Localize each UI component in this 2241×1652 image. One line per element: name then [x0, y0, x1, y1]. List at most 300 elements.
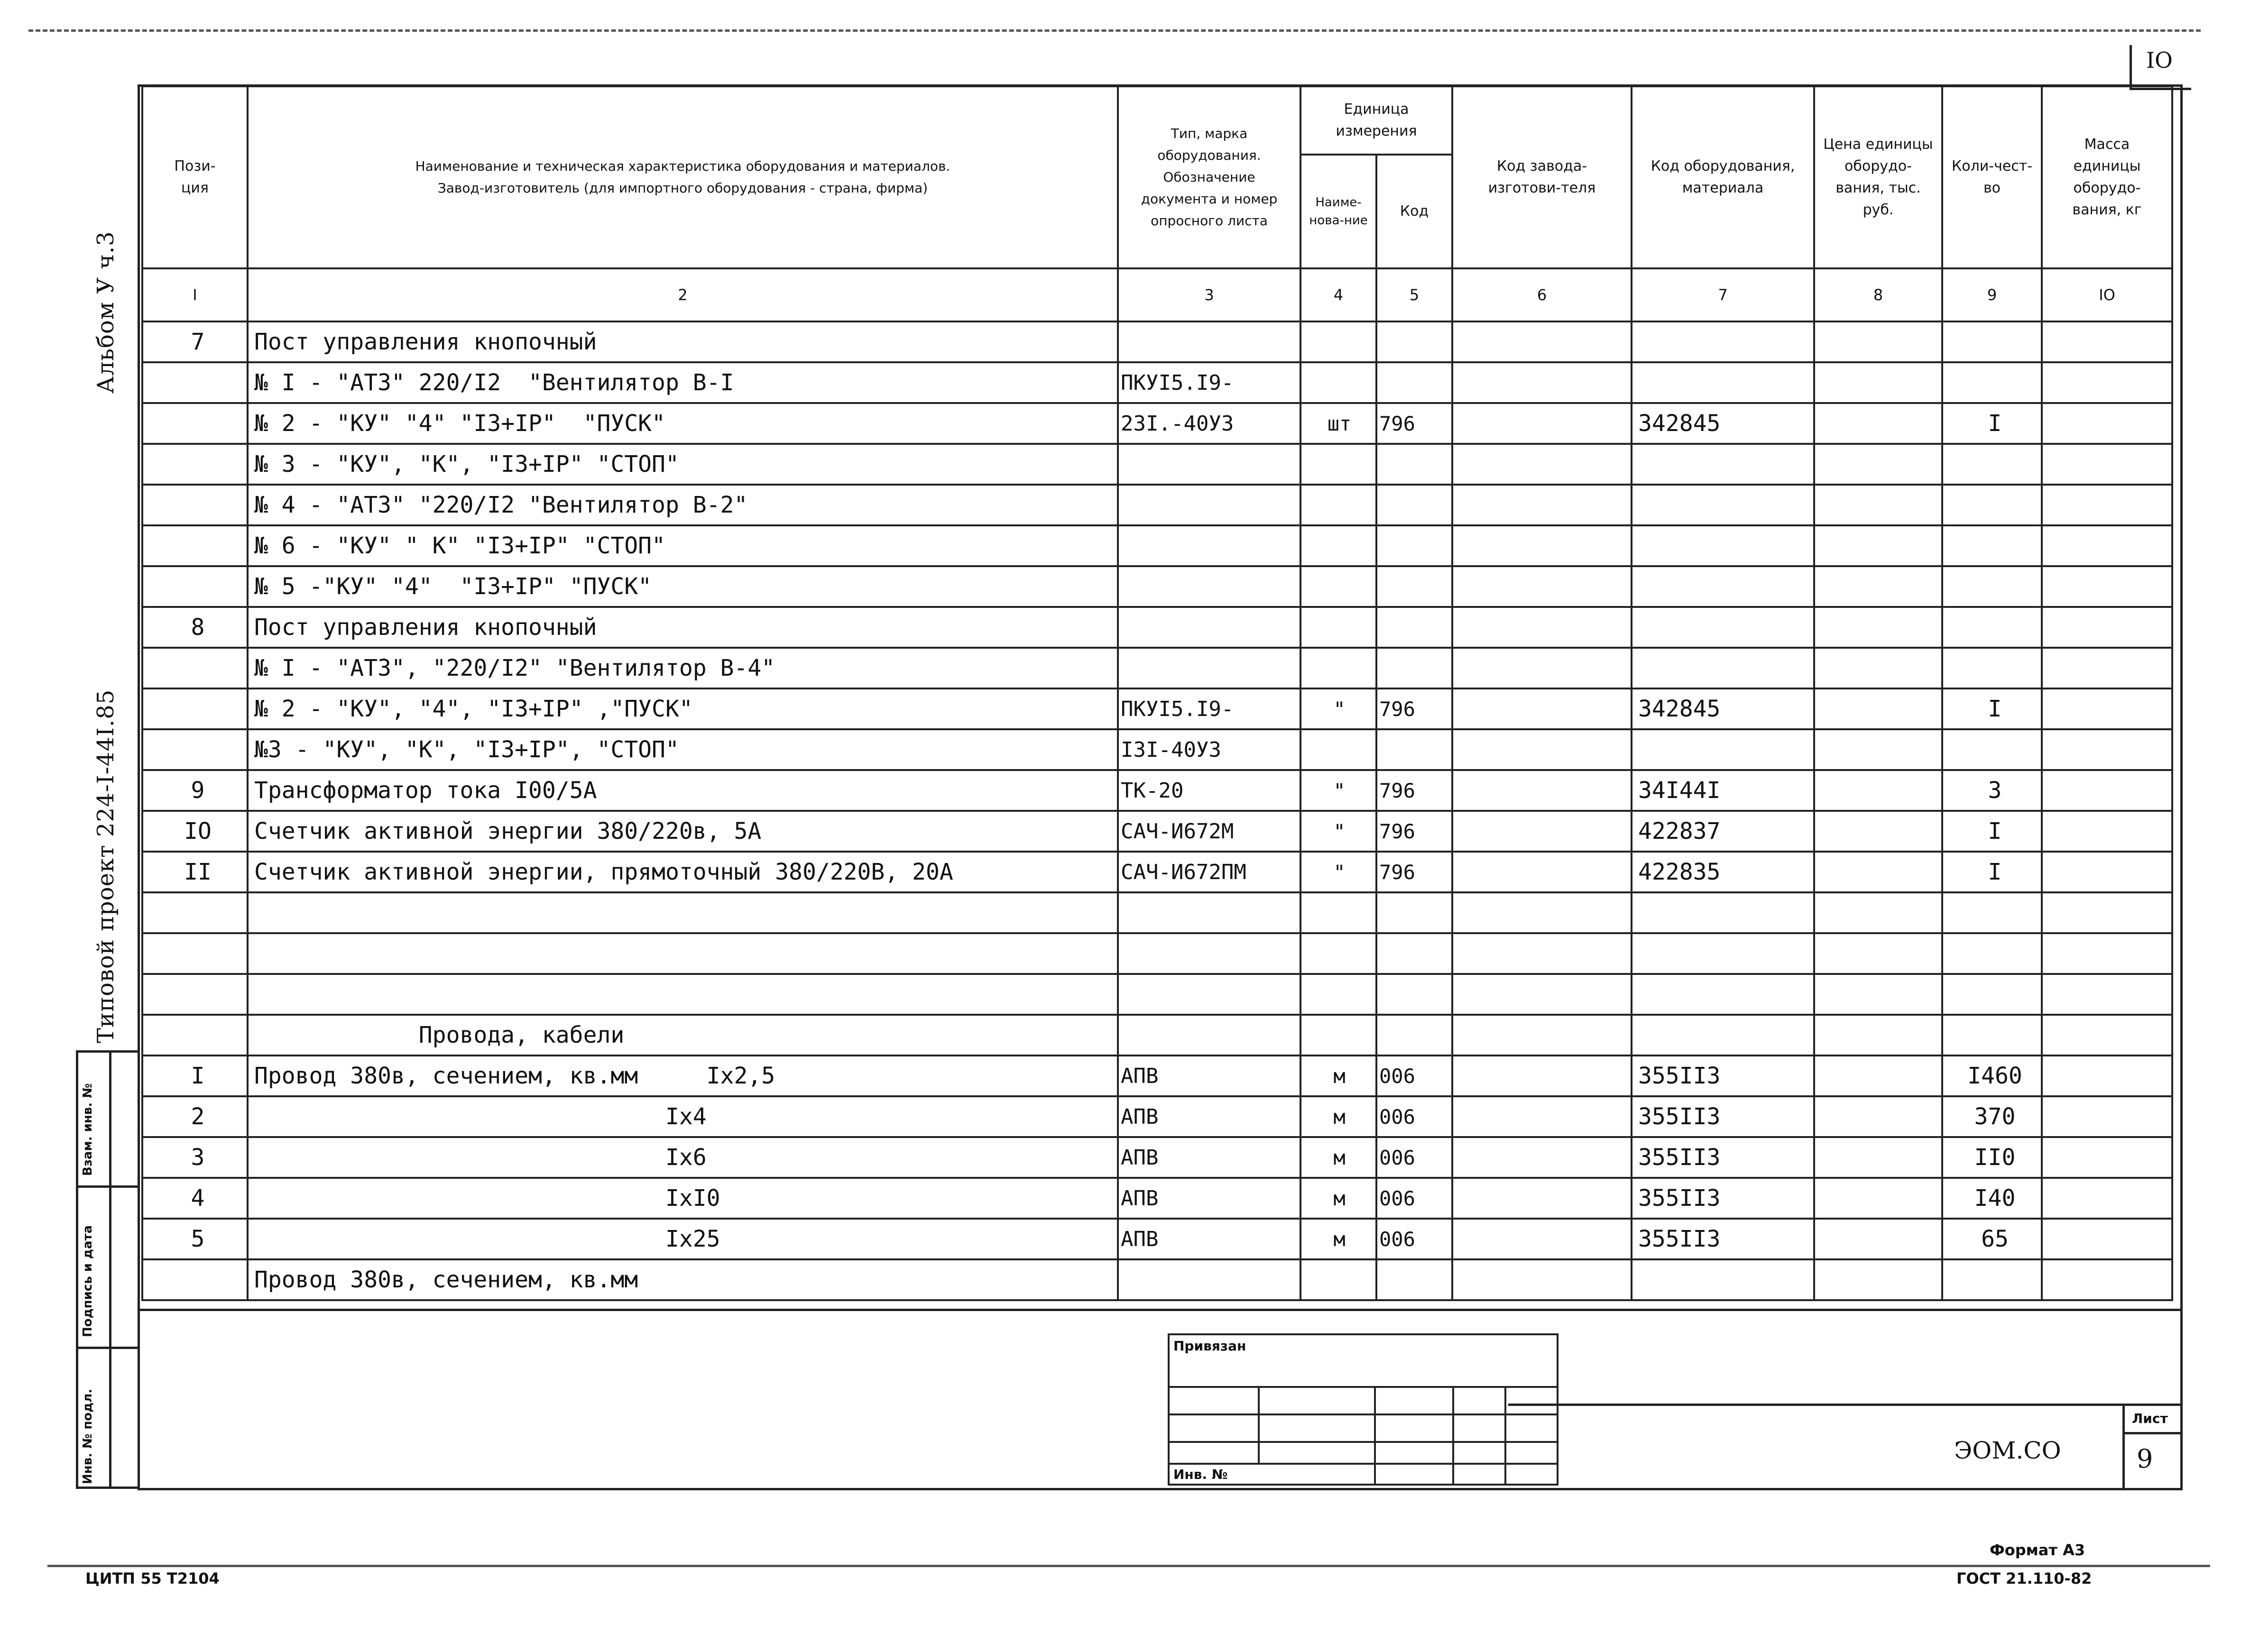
- material-code-cell: [1632, 321, 1814, 362]
- unit-cell: м: [1300, 1178, 1376, 1219]
- unit-code-cell: [1376, 1015, 1452, 1055]
- bottom-cut-line: [47, 1565, 2210, 1567]
- quantity-cell: [1942, 607, 2042, 648]
- position-cell: [142, 485, 248, 525]
- quantity-cell: 370: [1942, 1096, 2042, 1137]
- unit-cell: [1300, 892, 1376, 933]
- position-cell: [142, 525, 248, 566]
- col-number: 2: [248, 268, 1118, 321]
- position-cell: 8: [142, 607, 248, 648]
- price-cell: [1814, 892, 1942, 933]
- type-cell: [1118, 892, 1300, 933]
- material-code-cell: [1632, 933, 1814, 974]
- col-number: 3: [1118, 268, 1300, 321]
- sheet-number: 9: [2137, 1444, 2153, 1474]
- position-cell: IO: [142, 811, 248, 852]
- position-cell: 5: [142, 1219, 248, 1259]
- plant-code-cell: [1452, 362, 1632, 403]
- plant-code-cell: [1452, 811, 1632, 852]
- header-price: Цена единицы оборудо-вания, тыс. руб.: [1814, 86, 1942, 268]
- unit-code-cell: 796: [1376, 688, 1452, 729]
- mass-cell: [2042, 1096, 2172, 1137]
- top-cut-line: [28, 29, 2201, 32]
- quantity-cell: II0: [1942, 1137, 2042, 1178]
- quantity-cell: 65: [1942, 1219, 2042, 1259]
- name-cell: № 5 -"КУ" "4" "I3+IР" "ПУСК": [248, 566, 1118, 607]
- table-row: [142, 648, 2172, 688]
- header-unit-name: Наиме-нова-ние: [1300, 155, 1376, 268]
- quantity-cell: [1942, 444, 2042, 485]
- unit-code-cell: [1376, 729, 1452, 770]
- plant-code-cell: [1452, 321, 1632, 362]
- unit-code-cell: 006: [1376, 1219, 1452, 1259]
- column-number-row: [142, 268, 2172, 321]
- unit-cell: [1300, 485, 1376, 525]
- position-cell: [142, 933, 248, 974]
- unit-code-cell: 796: [1376, 811, 1452, 852]
- material-code-cell: 355II3: [1632, 1178, 1814, 1219]
- table-row: [142, 1137, 2172, 1178]
- table-row: [142, 485, 2172, 525]
- price-cell: [1814, 485, 1942, 525]
- mass-cell: [2042, 1219, 2172, 1259]
- col-number: I: [142, 268, 248, 321]
- header-unit: Единица измерения: [1300, 86, 1452, 155]
- mass-cell: [2042, 566, 2172, 607]
- footer-left-code: ЦИТП 55 Т2104: [85, 1569, 220, 1588]
- plant-code-cell: [1452, 485, 1632, 525]
- plant-code-cell: [1452, 1137, 1632, 1178]
- sheet-cell-divider: [2122, 1432, 2183, 1434]
- material-code-cell: [1632, 729, 1814, 770]
- unit-code-cell: [1376, 648, 1452, 688]
- table-row: [142, 811, 2172, 852]
- material-code-cell: [1632, 1015, 1814, 1055]
- unit-cell: м: [1300, 1219, 1376, 1259]
- unit-code-cell: [1376, 321, 1452, 362]
- unit-code-cell: 796: [1376, 403, 1452, 444]
- binding-stamp: [1168, 1333, 1559, 1486]
- mass-cell: [2042, 933, 2172, 974]
- unit-code-cell: [1376, 485, 1452, 525]
- position-cell: [142, 566, 248, 607]
- mass-cell: [2042, 648, 2172, 688]
- col-number: 5: [1376, 268, 1452, 321]
- quantity-cell: [1942, 892, 2042, 933]
- type-cell: [1118, 1015, 1300, 1055]
- quantity-cell: [1942, 729, 2042, 770]
- name-cell: Провода, кабели: [248, 1015, 1118, 1055]
- type-cell: [1118, 648, 1300, 688]
- unit-code-cell: 006: [1376, 1137, 1452, 1178]
- position-cell: II: [142, 852, 248, 892]
- plant-code-cell: [1452, 648, 1632, 688]
- unit-code-cell: 006: [1376, 1178, 1452, 1219]
- name-cell: № 2 - "КУ", "4", "I3+IР" ,"ПУСК": [248, 688, 1118, 729]
- col-number: 7: [1632, 268, 1814, 321]
- sidebar-divider-1: [76, 1185, 140, 1188]
- price-cell: [1814, 1219, 1942, 1259]
- header-name: Наименование и техническая характеристика оборудования и материалов. Завод-изготовитель (для импортного оборудования - страна, фирма): [248, 86, 1118, 268]
- position-cell: [142, 688, 248, 729]
- quantity-cell: I: [1942, 852, 2042, 892]
- unit-code-cell: 006: [1376, 1096, 1452, 1137]
- type-cell: [1118, 974, 1300, 1015]
- type-cell: ПКУI5.I9-: [1118, 362, 1300, 403]
- name-cell: Счетчик активной энергии 380/220в, 5А: [248, 811, 1118, 852]
- table-row: [142, 1015, 2172, 1055]
- mass-cell: [2042, 1259, 2172, 1300]
- type-cell: [1118, 607, 1300, 648]
- unit-cell: м: [1300, 1096, 1376, 1137]
- field-inv-label: Инв. № подл.: [81, 1388, 95, 1484]
- price-cell: [1814, 321, 1942, 362]
- unit-cell: ": [1300, 688, 1376, 729]
- col-number: 9: [1942, 268, 2042, 321]
- quantity-cell: [1942, 485, 2042, 525]
- plant-code-cell: [1452, 933, 1632, 974]
- material-code-cell: 422835: [1632, 852, 1814, 892]
- table-row: [142, 688, 2172, 729]
- table-row: [142, 403, 2172, 444]
- table-row: [142, 362, 2172, 403]
- unit-code-cell: [1376, 525, 1452, 566]
- material-code-cell: 34I44I: [1632, 770, 1814, 811]
- quantity-cell: [1942, 974, 2042, 1015]
- mass-cell: [2042, 1015, 2172, 1055]
- unit-cell: ": [1300, 770, 1376, 811]
- document-code: ЭОМ.СО: [1954, 1437, 2061, 1464]
- unit-cell: [1300, 974, 1376, 1015]
- unit-cell: [1300, 648, 1376, 688]
- unit-cell: ": [1300, 811, 1376, 852]
- table-row: [142, 852, 2172, 892]
- plant-code-cell: [1452, 1096, 1632, 1137]
- material-code-cell: 422837: [1632, 811, 1814, 852]
- plant-code-cell: [1452, 1015, 1632, 1055]
- header-plant-code: Код завода-изготови-теля: [1452, 86, 1632, 268]
- price-cell: [1814, 403, 1942, 444]
- plant-code-cell: [1452, 770, 1632, 811]
- unit-cell: [1300, 321, 1376, 362]
- name-cell: [248, 933, 1118, 974]
- plant-code-cell: [1452, 566, 1632, 607]
- mass-cell: [2042, 892, 2172, 933]
- table-row: [142, 1096, 2172, 1137]
- quantity-cell: I: [1942, 403, 2042, 444]
- inv-no-label: Инв. №: [1173, 1466, 1228, 1482]
- table-row: [142, 892, 2172, 933]
- material-code-cell: [1632, 607, 1814, 648]
- material-code-cell: [1632, 566, 1814, 607]
- unit-cell: [1300, 1015, 1376, 1055]
- table-row: [142, 525, 2172, 566]
- plant-code-cell: [1452, 852, 1632, 892]
- mass-cell: [2042, 525, 2172, 566]
- unit-code-cell: [1376, 892, 1452, 933]
- plant-code-cell: [1452, 1178, 1632, 1219]
- mass-cell: [2042, 729, 2172, 770]
- plant-code-cell: [1452, 525, 1632, 566]
- material-code-cell: [1632, 892, 1814, 933]
- mass-cell: [2042, 362, 2172, 403]
- type-cell: 23I.-40У3: [1118, 403, 1300, 444]
- price-cell: [1814, 688, 1942, 729]
- price-cell: [1814, 852, 1942, 892]
- price-cell: [1814, 974, 1942, 1015]
- mass-cell: [2042, 1055, 2172, 1096]
- plant-code-cell: [1452, 688, 1632, 729]
- name-cell: Трансформатор тока I00/5А: [248, 770, 1118, 811]
- material-code-cell: 342845: [1632, 688, 1814, 729]
- name-cell: Провод 380в, сечением, кв.мм Iх2,5: [248, 1055, 1118, 1096]
- mass-cell: [2042, 607, 2172, 648]
- header-material-code: Код оборудования, материала: [1632, 86, 1814, 268]
- material-code-cell: 355II3: [1632, 1055, 1814, 1096]
- unit-code-cell: [1376, 566, 1452, 607]
- col-number: 8: [1814, 268, 1942, 321]
- col-number: 6: [1452, 268, 1632, 321]
- header-unit-code: Код: [1376, 155, 1452, 268]
- position-cell: [142, 403, 248, 444]
- sheet-label: Лист: [2132, 1411, 2168, 1426]
- unit-code-cell: [1376, 974, 1452, 1015]
- field-podpis-label: Подпись и дата: [81, 1225, 95, 1337]
- material-code-cell: 355II3: [1632, 1219, 1814, 1259]
- table-row: [142, 566, 2172, 607]
- material-code-cell: [1632, 362, 1814, 403]
- plant-code-cell: [1452, 1055, 1632, 1096]
- price-cell: [1814, 362, 1942, 403]
- material-code-cell: 355II3: [1632, 1096, 1814, 1137]
- plant-code-cell: [1452, 1259, 1632, 1300]
- col-number: IO: [2042, 268, 2172, 321]
- material-code-cell: 342845: [1632, 403, 1814, 444]
- type-cell: АПВ: [1118, 1055, 1300, 1096]
- type-cell: [1118, 566, 1300, 607]
- name-cell: № I - "АТЗ" 220/I2 "Вентилятор В-I: [248, 362, 1118, 403]
- unit-code-cell: [1376, 607, 1452, 648]
- type-cell: АПВ: [1118, 1219, 1300, 1259]
- price-cell: [1814, 648, 1942, 688]
- material-code-cell: [1632, 1259, 1814, 1300]
- mass-cell: [2042, 321, 2172, 362]
- unit-code-cell: 796: [1376, 770, 1452, 811]
- price-cell: [1814, 1178, 1942, 1219]
- unit-cell: м: [1300, 1055, 1376, 1096]
- type-cell: ПКУI5.I9-: [1118, 688, 1300, 729]
- type-cell: САЧ-И672М: [1118, 811, 1300, 852]
- unit-cell: [1300, 1259, 1376, 1300]
- unit-cell: [1300, 444, 1376, 485]
- type-cell: [1118, 1259, 1300, 1300]
- table-row: [142, 1055, 2172, 1096]
- type-cell: [1118, 321, 1300, 362]
- mass-cell: [2042, 770, 2172, 811]
- unit-cell: ": [1300, 852, 1376, 892]
- mass-cell: [2042, 485, 2172, 525]
- unit-cell: [1300, 607, 1376, 648]
- position-cell: [142, 1259, 248, 1300]
- position-cell: [142, 444, 248, 485]
- material-code-cell: [1632, 525, 1814, 566]
- album-label: Альбом У ч.3: [92, 231, 119, 394]
- material-code-cell: [1632, 974, 1814, 1015]
- specification-table: [141, 85, 2173, 1301]
- quantity-cell: [1942, 362, 2042, 403]
- name-cell: № 6 - "КУ" " К" "I3+IР" "СТОП": [248, 525, 1118, 566]
- price-cell: [1814, 729, 1942, 770]
- quantity-cell: [1942, 933, 2042, 974]
- project-label: Типовой проект 224-I-44I.85: [92, 689, 119, 1043]
- table-row: [142, 729, 2172, 770]
- price-cell: [1814, 1015, 1942, 1055]
- name-cell: Iх6: [248, 1137, 1118, 1178]
- plant-code-cell: [1452, 892, 1632, 933]
- table-row: [142, 444, 2172, 485]
- type-cell: [1118, 444, 1300, 485]
- footer-format: Формат А3: [1990, 1541, 2085, 1559]
- name-cell: Счетчик активной энергии, прямоточный 380/220В, 20А: [248, 852, 1118, 892]
- table-row: [142, 974, 2172, 1015]
- material-code-cell: 355II3: [1632, 1137, 1814, 1178]
- price-cell: [1814, 1055, 1942, 1096]
- unit-cell: [1300, 729, 1376, 770]
- type-cell: [1118, 933, 1300, 974]
- position-cell: 4: [142, 1178, 248, 1219]
- header-quantity: Коли-чест-во: [1942, 86, 2042, 268]
- sidebar-divider-2: [76, 1347, 140, 1349]
- material-code-cell: [1632, 648, 1814, 688]
- price-cell: [1814, 566, 1942, 607]
- field-vzam-label: Взам. инв. №: [81, 1083, 95, 1176]
- name-cell: [248, 892, 1118, 933]
- position-cell: [142, 729, 248, 770]
- price-cell: [1814, 1137, 1942, 1178]
- table-row: [142, 607, 2172, 648]
- unit-code-cell: [1376, 444, 1452, 485]
- name-cell: №3 - "КУ", "К", "I3+IР", "СТОП": [248, 729, 1118, 770]
- price-cell: [1814, 933, 1942, 974]
- name-cell: Iх4: [248, 1096, 1118, 1137]
- position-cell: [142, 648, 248, 688]
- price-cell: [1814, 1259, 1942, 1300]
- type-cell: [1118, 485, 1300, 525]
- unit-code-cell: [1376, 933, 1452, 974]
- quantity-cell: [1942, 1259, 2042, 1300]
- unit-cell: [1300, 525, 1376, 566]
- type-cell: АПВ: [1118, 1178, 1300, 1219]
- unit-code-cell: 796: [1376, 852, 1452, 892]
- mass-cell: [2042, 1137, 2172, 1178]
- table-row: [142, 1178, 2172, 1219]
- type-cell: АПВ: [1118, 1137, 1300, 1178]
- name-cell: № 4 - "АТЗ" "220/I2 "Вентилятор В-2": [248, 485, 1118, 525]
- name-cell: № 3 - "КУ", "К", "I3+IР" "СТОП": [248, 444, 1118, 485]
- quantity-cell: [1942, 1015, 2042, 1055]
- unit-cell: [1300, 362, 1376, 403]
- type-cell: ТК-20: [1118, 770, 1300, 811]
- sheet-marker: IO: [2146, 47, 2173, 73]
- price-cell: [1814, 1096, 1942, 1137]
- material-code-cell: [1632, 485, 1814, 525]
- name-cell: Пост управления кнопочный: [248, 321, 1118, 362]
- name-cell: № 2 - "КУ" "4" "I3+IР" "ПУСК": [248, 403, 1118, 444]
- plant-code-cell: [1452, 607, 1632, 648]
- price-cell: [1814, 444, 1942, 485]
- quantity-cell: [1942, 525, 2042, 566]
- price-cell: [1814, 607, 1942, 648]
- bottom-area-line: [138, 1309, 2183, 1311]
- position-cell: [142, 892, 248, 933]
- quantity-cell: I: [1942, 811, 2042, 852]
- plant-code-cell: [1452, 1219, 1632, 1259]
- privyazan-label: Привязан: [1173, 1338, 1246, 1354]
- quantity-cell: I: [1942, 688, 2042, 729]
- name-cell: IхI0: [248, 1178, 1118, 1219]
- mass-cell: [2042, 811, 2172, 852]
- name-cell: № I - "АТЗ", "220/I2" "Вентилятор В-4": [248, 648, 1118, 688]
- col-number: 4: [1300, 268, 1376, 321]
- header-type: Тип, марка оборудования. Обозначение документа и номер опросного листа: [1118, 86, 1300, 268]
- position-cell: 3: [142, 1137, 248, 1178]
- unit-cell: [1300, 933, 1376, 974]
- position-cell: I: [142, 1055, 248, 1096]
- position-cell: [142, 974, 248, 1015]
- quantity-cell: [1942, 648, 2042, 688]
- sidebar-inner-line: [109, 1050, 111, 1489]
- name-cell: [248, 974, 1118, 1015]
- type-cell: АПВ: [1118, 1096, 1300, 1137]
- name-cell: Пост управления кнопочный: [248, 607, 1118, 648]
- mass-cell: [2042, 974, 2172, 1015]
- material-code-cell: [1632, 444, 1814, 485]
- quantity-cell: [1942, 321, 2042, 362]
- unit-cell: шт: [1300, 403, 1376, 444]
- plant-code-cell: [1452, 403, 1632, 444]
- quantity-cell: I460: [1942, 1055, 2042, 1096]
- position-cell: 9: [142, 770, 248, 811]
- price-cell: [1814, 811, 1942, 852]
- unit-cell: м: [1300, 1137, 1376, 1178]
- type-cell: [1118, 525, 1300, 566]
- plant-code-cell: [1452, 729, 1632, 770]
- table-row: [142, 1219, 2172, 1259]
- table-row: [142, 933, 2172, 974]
- mass-cell: [2042, 1178, 2172, 1219]
- quantity-cell: [1942, 566, 2042, 607]
- mass-cell: [2042, 444, 2172, 485]
- unit-code-cell: [1376, 1259, 1452, 1300]
- position-cell: [142, 1015, 248, 1055]
- unit-code-cell: 006: [1376, 1055, 1452, 1096]
- unit-code-cell: [1376, 362, 1452, 403]
- mass-cell: [2042, 403, 2172, 444]
- header-mass: Масса единицы оборудо-вания, кг: [2042, 86, 2172, 268]
- plant-code-cell: [1452, 974, 1632, 1015]
- table-row: [142, 321, 2172, 362]
- position-cell: 7: [142, 321, 248, 362]
- position-cell: [142, 362, 248, 403]
- price-cell: [1814, 770, 1942, 811]
- footer-gost: ГОСТ 21.110-82: [1956, 1569, 2092, 1588]
- header-position: Пози- ция: [142, 86, 248, 268]
- plant-code-cell: [1452, 444, 1632, 485]
- title-block-line: [1508, 1404, 2183, 1406]
- table-row: [142, 770, 2172, 811]
- price-cell: [1814, 525, 1942, 566]
- mass-cell: [2042, 852, 2172, 892]
